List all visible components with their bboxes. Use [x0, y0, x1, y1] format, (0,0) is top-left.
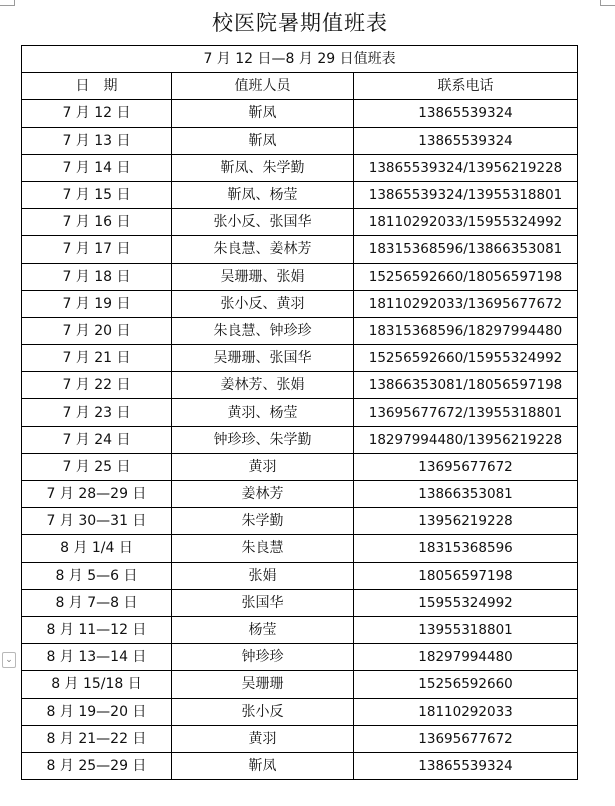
duty-phone-cell: 15955324992 [354, 589, 578, 616]
table-row [22, 644, 578, 671]
duty-staff-cell: 朱良慧、钟珍珍 [172, 317, 354, 344]
duty-staff-cell: 杨莹 [172, 616, 354, 643]
duty-date-cell: 7 月 14 日 [22, 154, 172, 181]
table-row [22, 481, 578, 508]
table-row [22, 535, 578, 562]
table-caption-row [22, 46, 578, 73]
duty-phone-cell: 18297994480 [354, 644, 578, 671]
duty-staff-cell: 朱学勤 [172, 508, 354, 535]
table-row [22, 290, 578, 317]
table-row [22, 752, 578, 779]
duty-phone-cell: 13866353081 [354, 481, 578, 508]
duty-staff-cell: 靳凤、杨莹 [172, 181, 354, 208]
table-row [22, 345, 578, 372]
duty-staff-cell: 黄羽、杨莹 [172, 399, 354, 426]
duty-staff-cell: 姜林芳、张娟 [172, 372, 354, 399]
duty-date-cell: 7 月 25 日 [22, 453, 172, 480]
duty-staff-cell: 吴珊珊、张娟 [172, 263, 354, 290]
duty-staff-cell: 朱良慧 [172, 535, 354, 562]
duty-staff-cell: 吴珊珊、张国华 [172, 345, 354, 372]
duty-date-cell: 7 月 23 日 [22, 399, 172, 426]
duty-staff-cell: 吴珊珊 [172, 671, 354, 698]
table-header-row [22, 73, 578, 100]
duty-date-cell: 7 月 12 日 [22, 100, 172, 127]
table-row [22, 671, 578, 698]
duty-date-cell: 7 月 15 日 [22, 181, 172, 208]
table-row [22, 372, 578, 399]
duty-phone-cell: 18297994480/13956219228 [354, 426, 578, 453]
duty-phone-cell: 13955318801 [354, 616, 578, 643]
table-row [22, 508, 578, 535]
duty-date-cell: 8 月 25—29 日 [22, 752, 172, 779]
column-header-phone: 联系电话 [354, 73, 578, 100]
duty-phone-cell: 18315368596 [354, 535, 578, 562]
duty-phone-cell: 18315368596/18297994480 [354, 317, 578, 344]
table-row [22, 181, 578, 208]
duty-phone-cell: 13695677672 [354, 725, 578, 752]
duty-phone-cell: 13865539324 [354, 752, 578, 779]
duty-phone-cell: 13865539324 [354, 127, 578, 154]
table-row [22, 562, 578, 589]
duty-staff-cell: 张娟 [172, 562, 354, 589]
duty-staff-cell: 张小反、黄羽 [172, 290, 354, 317]
duty-phone-cell: 18110292033/13695677672 [354, 290, 578, 317]
duty-staff-cell: 张小反、张国华 [172, 209, 354, 236]
duty-staff-cell: 钟珍珍、朱学勤 [172, 426, 354, 453]
duty-staff-cell: 朱良慧、姜林芳 [172, 236, 354, 263]
chevron-down-icon[interactable]: ⌄ [2, 652, 16, 668]
duty-date-cell: 8 月 21—22 日 [22, 725, 172, 752]
duty-date-cell: 7 月 19 日 [22, 290, 172, 317]
duty-staff-cell: 姜林芳 [172, 481, 354, 508]
duty-staff-cell: 钟珍珍 [172, 644, 354, 671]
duty-date-cell: 8 月 5—6 日 [22, 562, 172, 589]
table-row [22, 100, 578, 127]
duty-staff-cell: 靳凤 [172, 127, 354, 154]
page-corner-mark-left [0, 0, 15, 6]
duty-phone-cell: 18056597198 [354, 562, 578, 589]
duty-date-cell: 8 月 13—14 日 [22, 644, 172, 671]
duty-date-cell: 8 月 19—20 日 [22, 698, 172, 725]
duty-date-cell: 7 月 30—31 日 [22, 508, 172, 535]
table-row [22, 453, 578, 480]
duty-date-cell: 7 月 16 日 [22, 209, 172, 236]
duty-date-cell: 7 月 18 日 [22, 263, 172, 290]
duty-date-cell: 8 月 1/4 日 [22, 535, 172, 562]
duty-phone-cell: 15256592660/15955324992 [354, 345, 578, 372]
duty-date-cell: 7 月 28—29 日 [22, 481, 172, 508]
table-row [22, 263, 578, 290]
table-row [22, 616, 578, 643]
duty-phone-cell: 13695677672 [354, 453, 578, 480]
column-header-staff: 值班人员 [172, 73, 354, 100]
duty-staff-cell: 靳凤、朱学勤 [172, 154, 354, 181]
duty-phone-cell: 13865539324/13955318801 [354, 181, 578, 208]
duty-staff-cell: 张国华 [172, 589, 354, 616]
duty-schedule-table [21, 45, 578, 780]
duty-phone-cell: 13865539324 [354, 100, 578, 127]
table-row [22, 317, 578, 344]
duty-phone-cell: 13956219228 [354, 508, 578, 535]
duty-date-cell: 7 月 13 日 [22, 127, 172, 154]
duty-date-cell: 7 月 20 日 [22, 317, 172, 344]
page-corner-mark-right [600, 0, 615, 6]
duty-date-cell: 8 月 15/18 日 [22, 671, 172, 698]
duty-phone-cell: 13695677672/13955318801 [354, 399, 578, 426]
table-row [22, 698, 578, 725]
table-row [22, 154, 578, 181]
duty-staff-cell: 靳凤 [172, 100, 354, 127]
duty-phone-cell: 15256592660/18056597198 [354, 263, 578, 290]
duty-staff-cell: 靳凤 [172, 752, 354, 779]
duty-phone-cell: 18315368596/13866353081 [354, 236, 578, 263]
duty-date-cell: 7 月 21 日 [22, 345, 172, 372]
table-row [22, 399, 578, 426]
table-row [22, 209, 578, 236]
duty-phone-cell: 18110292033/15955324992 [354, 209, 578, 236]
table-row [22, 589, 578, 616]
duty-phone-cell: 13866353081/18056597198 [354, 372, 578, 399]
duty-phone-cell: 18110292033 [354, 698, 578, 725]
duty-date-cell: 7 月 22 日 [22, 372, 172, 399]
table-row [22, 426, 578, 453]
table-caption: 7 月 12 日—8 月 29 日值班表 [22, 46, 578, 73]
table-row [22, 127, 578, 154]
duty-staff-cell: 黄羽 [172, 725, 354, 752]
duty-date-cell: 7 月 17 日 [22, 236, 172, 263]
table-row [22, 236, 578, 263]
duty-date-cell: 8 月 11—12 日 [22, 616, 172, 643]
table-row [22, 725, 578, 752]
column-header-date: 日 期 [22, 73, 172, 100]
duty-staff-cell: 张小反 [172, 698, 354, 725]
duty-date-cell: 8 月 7—8 日 [22, 589, 172, 616]
duty-phone-cell: 13865539324/13956219228 [354, 154, 578, 181]
duty-staff-cell: 黄羽 [172, 453, 354, 480]
duty-date-cell: 7 月 24 日 [22, 426, 172, 453]
duty-phone-cell: 15256592660 [354, 671, 578, 698]
page-title: 校医院暑期值班表 [212, 11, 388, 35]
